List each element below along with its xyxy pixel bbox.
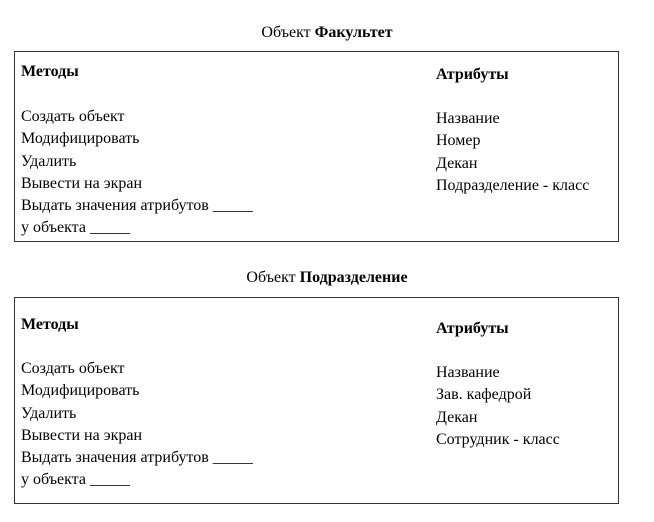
attribute-item: Номер: [436, 132, 481, 150]
attribute-item: Сотрудник - класс: [436, 430, 560, 448]
methods-list: [21, 106, 253, 240]
attributes-list: [436, 362, 560, 451]
method-item: Вывести на экран: [21, 174, 143, 192]
object-title-department: [0, 268, 654, 288]
method-item: у объекта _____: [21, 471, 130, 489]
attribute-item: Зав. кафедрой: [436, 386, 532, 404]
object-title-name: Факультет: [314, 24, 393, 41]
attributes-column: [436, 65, 589, 197]
method-item: Создать объект: [21, 360, 125, 377]
method-item: Модифицировать: [21, 382, 140, 400]
method-item: Удалить: [21, 404, 77, 422]
method-item: Вывести на экран: [21, 426, 143, 444]
object-title-name: Подразделение: [299, 269, 408, 286]
attribute-item: Название: [436, 364, 500, 381]
methods-column: [21, 315, 253, 492]
attributes-header: Атрибуты: [436, 66, 509, 83]
methods-header: Методы: [21, 63, 79, 80]
object-title-prefix: Объект: [261, 24, 311, 41]
attribute-item: Подразделение - класс: [436, 176, 590, 194]
methods-header: Методы: [21, 316, 79, 333]
object-box-faculty: [14, 51, 619, 242]
method-item: Выдать значения атрибутов _____: [21, 449, 253, 467]
method-item: Создать объект: [21, 108, 125, 125]
attributes-header: Атрибуты: [436, 320, 509, 337]
methods-column: [21, 62, 253, 240]
attribute-item: Название: [436, 110, 500, 127]
method-item: Модифицировать: [21, 130, 140, 148]
object-title-prefix: Объект: [246, 269, 296, 286]
method-item: Удалить: [21, 152, 77, 170]
object-box-department: [14, 297, 619, 504]
attribute-item: Декан: [436, 154, 478, 172]
method-item: у объекта _____: [21, 219, 130, 237]
attributes-list: [436, 108, 589, 197]
object-title-faculty: [0, 23, 654, 43]
methods-list: [21, 358, 253, 492]
attributes-column: [436, 319, 560, 451]
method-item: Выдать значения атрибутов _____: [21, 197, 253, 215]
attribute-item: Декан: [436, 408, 478, 426]
